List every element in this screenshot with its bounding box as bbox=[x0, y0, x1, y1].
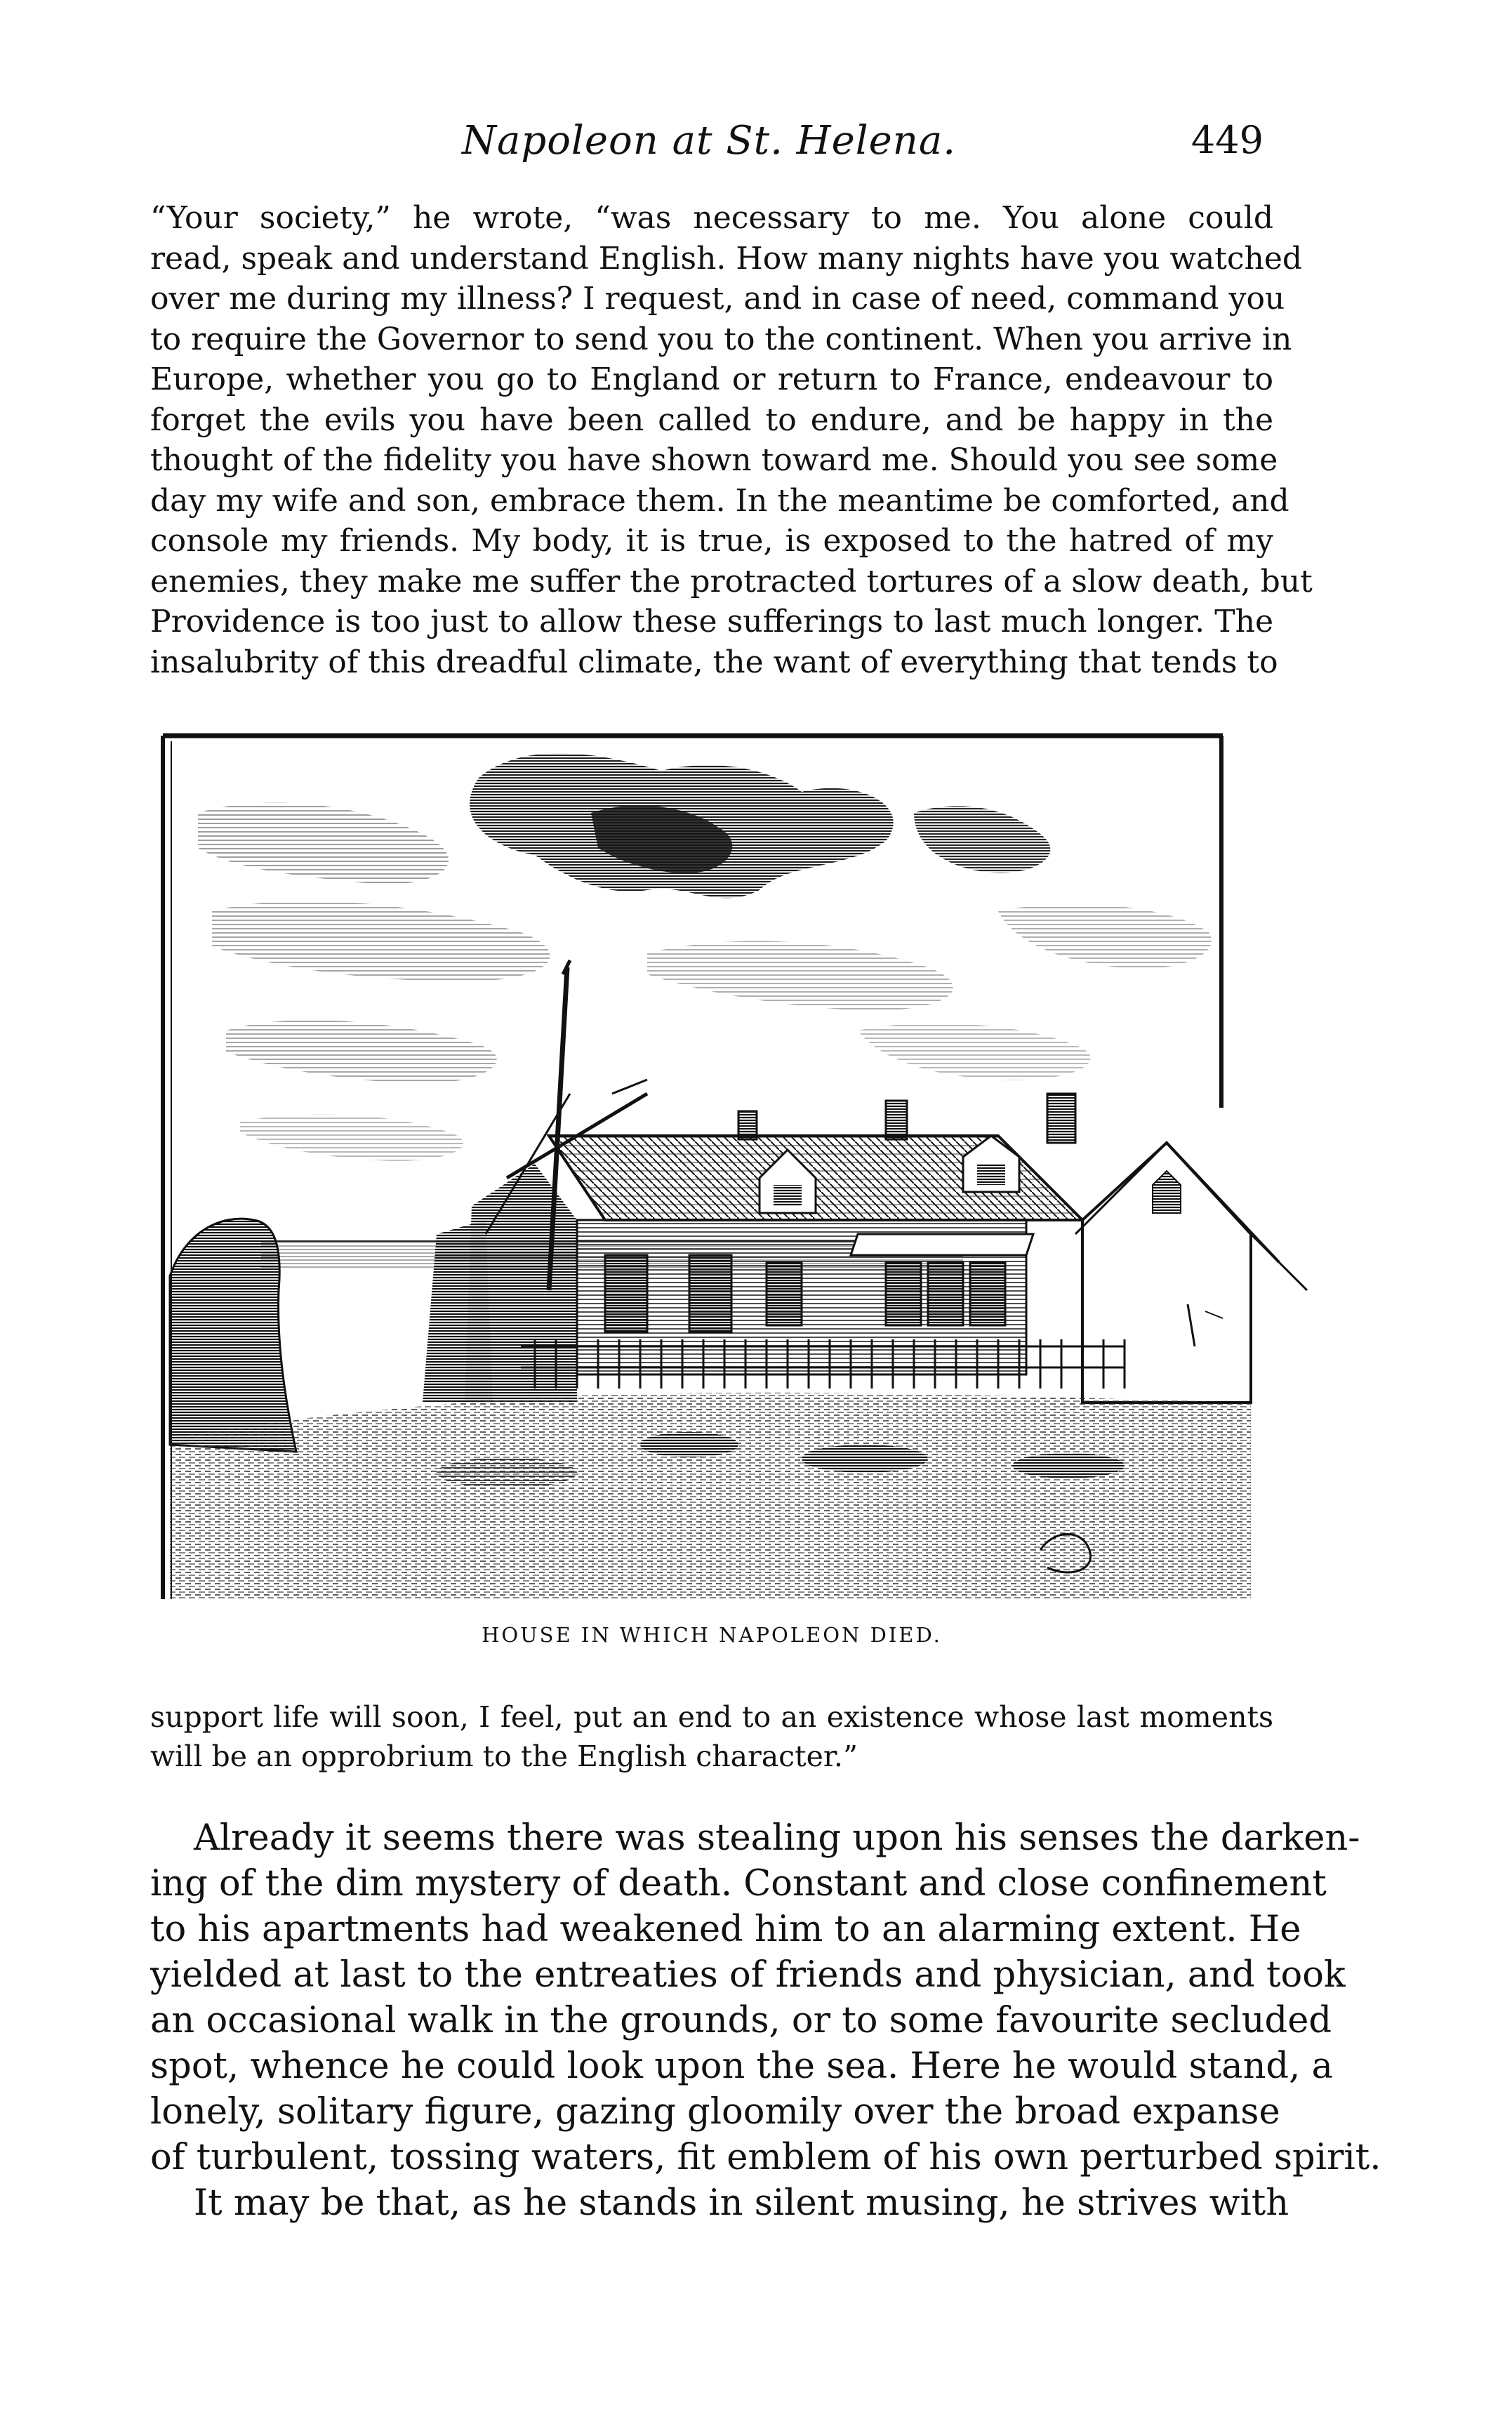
quote-line: to require the Governor to send you to the continent. When you arrive in bbox=[150, 321, 1292, 357]
figure-caption: HOUSE IN WHICH NAPOLEON DIED. bbox=[482, 1623, 942, 1647]
quote-line: will be an opprobrium to the English character.” bbox=[150, 1740, 858, 1773]
gabled-wing bbox=[1075, 1143, 1307, 1403]
body-line: an occasional walk in the grounds, or to some favourite secluded bbox=[150, 2000, 1332, 2041]
letter-quote-end bbox=[150, 1697, 1273, 1776]
quote-line: thought of the fidelity you have shown toward me. Should you see some bbox=[150, 442, 1278, 478]
running-title: Napoleon at St. Helena. bbox=[461, 118, 957, 164]
quote-line: over me during my illness? I request, and in case of need, command you bbox=[150, 281, 1285, 317]
body-line: of turbulent, tossing waters, fit emblem of his own perturbed spirit. bbox=[150, 2137, 1381, 2178]
quote-line: console my friends. My body, it is true, is exposed to the hatred of my bbox=[150, 523, 1273, 559]
quote-line: read, speak and understand English. How many nights have you watched bbox=[150, 240, 1303, 277]
ground-foreground bbox=[170, 1393, 1251, 1599]
quote-line: enemies, they make me suffer the protracted tortures of a slow death, but bbox=[150, 563, 1313, 599]
body-line: It may be that, as he stands in silent musing, he strives with bbox=[194, 2182, 1289, 2224]
body-line: lonely, solitary figure, gazing gloomily over the broad expanse bbox=[150, 2091, 1280, 2133]
body-paragraph bbox=[150, 1815, 1381, 2226]
engraving-illustration bbox=[156, 729, 1335, 1606]
quote-line: Providence is too just to allow these sufferings to last much longer. The bbox=[150, 604, 1273, 640]
body-line: Already it seems there was stealing upon his senses the darken- bbox=[194, 1817, 1360, 1859]
quote-line: “Your society,” he wrote, “was necessary to me. You alone could bbox=[150, 200, 1273, 236]
quote-line: Europe, whether you go to England or return to France, endeavour to bbox=[150, 362, 1273, 397]
running-head bbox=[154, 118, 1264, 174]
quote-line: day my wife and son, embrace them. In the meantime be comforted, and bbox=[150, 482, 1289, 519]
body-line: ing of the dim mystery of death. Constant and close confinement bbox=[150, 1863, 1327, 1904]
body-line: spot, whence he could look upon the sea. Here he would stand, a bbox=[150, 2046, 1333, 2087]
body-line: to his apartments had weakened him to an alarming extent. He bbox=[150, 1909, 1301, 1950]
quote-line: insalubrity of this dreadful climate, the want of everything that tends to bbox=[150, 644, 1278, 680]
quote-line: support life will soon, I feel, put an end to an existence whose last moments bbox=[150, 1700, 1273, 1734]
body-line: yielded at last to the entreaties of friends and physician, and took bbox=[150, 1954, 1346, 1996]
page-number: 449 bbox=[1191, 118, 1264, 162]
quote-line: forget the evils you have been called to endure, and be happy in the bbox=[150, 402, 1273, 438]
rock-outcrop bbox=[170, 1219, 296, 1452]
letter-quote-top bbox=[150, 198, 1313, 682]
house bbox=[423, 1094, 1082, 1403]
